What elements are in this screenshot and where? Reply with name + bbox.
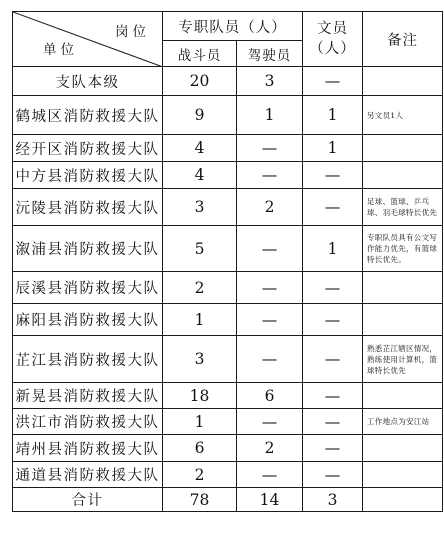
- driver-count: —: [237, 272, 303, 304]
- clerk-count: —: [303, 162, 363, 189]
- clerk-count: 1: [303, 226, 363, 272]
- table-row: [13, 67, 443, 96]
- header-clerk-line2: （人）: [309, 41, 356, 57]
- unit-name: 沅陵县消防救援大队: [13, 189, 163, 226]
- driver-count: —: [237, 135, 303, 162]
- total-remark: [363, 488, 443, 512]
- driver-count: 2: [237, 189, 303, 226]
- header-full-time-members: 专职队员（人）: [163, 12, 303, 41]
- total-driver: 14: [237, 488, 303, 512]
- table-row: [13, 162, 443, 189]
- table-row: [13, 383, 443, 409]
- total-row: [13, 488, 443, 512]
- driver-count: 6: [237, 383, 303, 409]
- remark: 熟悉芷江辖区情况，熟练使用计算机，篮球特长优先: [363, 336, 443, 383]
- fighter-count: 4: [163, 135, 237, 162]
- fighter-count: 4: [163, 162, 237, 189]
- recruitment-table: [12, 11, 443, 512]
- clerk-count: —: [303, 189, 363, 226]
- clerk-count: 1: [303, 96, 363, 135]
- remark: [363, 304, 443, 336]
- remark: 专职队员具有公文写作能力优先，有篮球特长优先。: [363, 226, 443, 272]
- table-row: [13, 304, 443, 336]
- remark: [363, 462, 443, 488]
- unit-name: 新晃县消防救援大队: [13, 383, 163, 409]
- clerk-count: —: [303, 336, 363, 383]
- clerk-count: —: [303, 304, 363, 336]
- unit-name: 麻阳县消防救援大队: [13, 304, 163, 336]
- table-row: [13, 272, 443, 304]
- clerk-count: —: [303, 272, 363, 304]
- fighter-count: 3: [163, 189, 237, 226]
- fighter-count: 20: [163, 67, 237, 96]
- unit-name: 芷江县消防救援大队: [13, 336, 163, 383]
- unit-name: 通道县消防救援大队: [13, 462, 163, 488]
- unit-name: 靖州县消防救援大队: [13, 435, 163, 462]
- remark: [363, 272, 443, 304]
- driver-count: 1: [237, 96, 303, 135]
- table-row: [13, 96, 443, 135]
- total-fighter: 78: [163, 488, 237, 512]
- fighter-count: 9: [163, 96, 237, 135]
- driver-count: —: [237, 462, 303, 488]
- unit-name: 溆浦县消防救援大队: [13, 226, 163, 272]
- table-row: [13, 409, 443, 435]
- remark: 足球、篮球、乒乓球、羽毛球特长优先: [363, 189, 443, 226]
- driver-count: —: [237, 304, 303, 336]
- driver-count: 3: [237, 67, 303, 96]
- fighter-count: 5: [163, 226, 237, 272]
- header-unit-label: 单位: [43, 42, 78, 58]
- fighter-count: 1: [163, 304, 237, 336]
- remark: [363, 135, 443, 162]
- header-clerk-line1: 文员: [317, 21, 348, 37]
- remark: [363, 162, 443, 189]
- header-corner-cell: [13, 12, 163, 67]
- table-row: [13, 189, 443, 226]
- table-row: [13, 462, 443, 488]
- fighter-count: 6: [163, 435, 237, 462]
- remark: [363, 67, 443, 96]
- unit-name: 支队本级: [13, 67, 163, 96]
- driver-count: 2: [237, 435, 303, 462]
- total-clerk: 3: [303, 488, 363, 512]
- remark: 另文员1人: [363, 96, 443, 135]
- clerk-count: —: [303, 409, 363, 435]
- clerk-count: 1: [303, 135, 363, 162]
- header-remarks: 备注: [363, 12, 443, 67]
- fighter-count: 2: [163, 462, 237, 488]
- header-driver: 驾驶员: [237, 41, 303, 67]
- unit-name: 鹤城区消防救援大队: [13, 96, 163, 135]
- driver-count: —: [237, 226, 303, 272]
- clerk-count: —: [303, 435, 363, 462]
- recruitment-table-container: [12, 11, 443, 512]
- driver-count: —: [237, 409, 303, 435]
- header-post-label: 岗位: [115, 24, 150, 40]
- unit-name: 经开区消防救援大队: [13, 135, 163, 162]
- unit-name: 中方县消防救援大队: [13, 162, 163, 189]
- clerk-count: —: [303, 462, 363, 488]
- fighter-count: 1: [163, 409, 237, 435]
- remark: 工作地点为安江站: [363, 409, 443, 435]
- header-fighter: 战斗员: [163, 41, 237, 67]
- unit-name: 洪江市消防救援大队: [13, 409, 163, 435]
- fighter-count: 18: [163, 383, 237, 409]
- total-label: 合计: [13, 488, 163, 512]
- driver-count: —: [237, 336, 303, 383]
- table-row: [13, 336, 443, 383]
- fighter-count: 2: [163, 272, 237, 304]
- table-row: [13, 226, 443, 272]
- clerk-count: —: [303, 383, 363, 409]
- clerk-count: —: [303, 67, 363, 96]
- fighter-count: 3: [163, 336, 237, 383]
- unit-name: 辰溪县消防救援大队: [13, 272, 163, 304]
- remark: [363, 435, 443, 462]
- driver-count: —: [237, 162, 303, 189]
- remark: [363, 383, 443, 409]
- table-row: [13, 435, 443, 462]
- header-clerk: [303, 12, 363, 67]
- table-row: [13, 135, 443, 162]
